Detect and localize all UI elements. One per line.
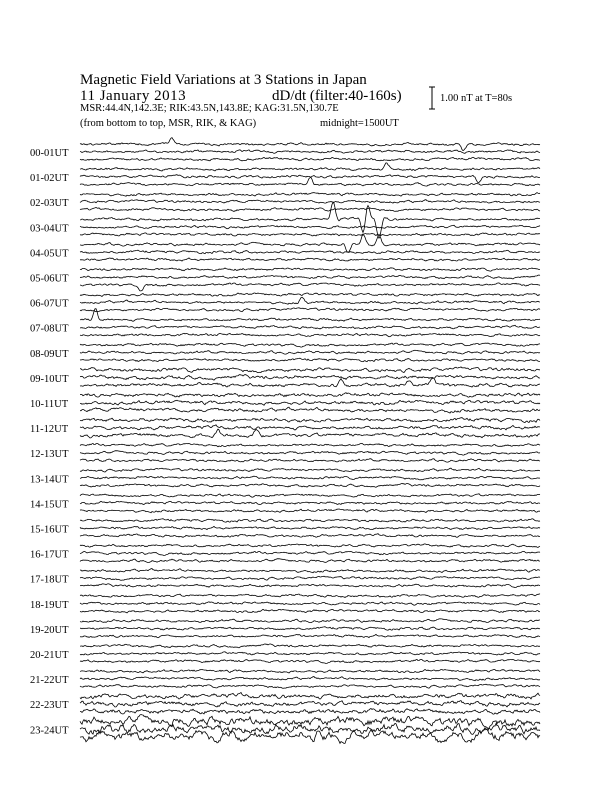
- trace-03-04UT-MSR: [80, 233, 540, 236]
- trace-21-22UT-RIK: [80, 677, 540, 681]
- trace-20-21UT-RIK: [80, 652, 540, 655]
- trace-05-06UT-KAG: [80, 268, 540, 271]
- trace-05-06UT-RIK: [80, 275, 540, 279]
- trace-01-02UT-RIK: [80, 175, 540, 183]
- trace-07-08UT-RIK: [80, 325, 540, 329]
- trace-13-14UT-KAG: [80, 468, 540, 472]
- chart-filter: dD/dt (filter:40-160s): [272, 88, 402, 104]
- trace-10-11UT-KAG: [80, 393, 540, 397]
- chart-title: Magnetic Field Variations at 3 Stations in Japan: [80, 72, 367, 88]
- row-label-18-19UT: 18-19UT: [30, 599, 69, 611]
- trace-14-15UT-KAG: [80, 494, 540, 498]
- trace-10-11UT-MSR: [80, 407, 540, 413]
- trace-16-17UT-RIK: [80, 551, 540, 555]
- row-label-22-23UT: 22-23UT: [30, 700, 69, 712]
- row-label-06-07UT: 06-07UT: [30, 298, 69, 310]
- trace-04-05UT-RIK: [80, 250, 540, 254]
- trace-03-04UT-RIK: [80, 225, 540, 229]
- row-label-07-08UT: 07-08UT: [30, 323, 69, 335]
- row-label-12-13UT: 12-13UT: [30, 449, 69, 461]
- row-label-02-03UT: 02-03UT: [30, 198, 69, 210]
- trace-16-17UT-KAG: [80, 544, 540, 548]
- trace-07-08UT-KAG: [80, 309, 540, 322]
- trace-06-07UT-KAG: [80, 293, 540, 297]
- trace-18-19UT-RIK: [80, 602, 540, 605]
- row-label-10-11UT: 10-11UT: [30, 399, 69, 410]
- row-label-23-24UT: 23-24UT: [30, 725, 69, 737]
- trace-17-18UT-RIK: [80, 576, 540, 580]
- scale-label: 1.00 nT at T=80s: [440, 93, 513, 104]
- trace-14-15UT-RIK: [80, 501, 540, 504]
- trace-22-23UT-KAG: [80, 693, 540, 700]
- row-label-05-06UT: 05-06UT: [30, 273, 69, 285]
- trace-10-11UT-RIK: [80, 400, 540, 405]
- trace-04-05UT-KAG: [80, 234, 540, 252]
- trace-09-10UT-MSR: [80, 378, 540, 387]
- trace-03-04UT-KAG: [80, 202, 540, 238]
- trace-20-21UT-KAG: [80, 644, 540, 648]
- trace-17-18UT-MSR: [80, 584, 540, 588]
- trace-11-12UT-MSR: [80, 429, 540, 438]
- row-label-17-18UT: 17-18UT: [30, 574, 69, 586]
- trace-08-09UT-RIK: [80, 350, 540, 354]
- trace-12-13UT-MSR: [80, 459, 540, 462]
- chart-date: 11 January 2013: [80, 88, 187, 104]
- trace-13-14UT-MSR: [80, 483, 540, 487]
- trace-15-16UT-MSR: [80, 534, 540, 538]
- trace-12-13UT-RIK: [80, 451, 540, 455]
- trace-11-12UT-RIK: [80, 425, 540, 430]
- trace-15-16UT-RIK: [80, 526, 540, 529]
- trace-08-09UT-MSR: [80, 358, 540, 362]
- trace-20-21UT-MSR: [80, 660, 540, 664]
- trace-02-03UT-KAG: [80, 193, 540, 197]
- trace-14-15UT-MSR: [80, 509, 540, 513]
- trace-00-01UT-MSR: [80, 157, 540, 161]
- trace-01-02UT-KAG: [80, 163, 540, 171]
- trace-06-07UT-RIK: [80, 297, 540, 304]
- trace-07-08UT-MSR: [80, 333, 540, 336]
- row-label-01-02UT: 01-02UT: [30, 173, 69, 185]
- trace-04-05UT-MSR: [80, 258, 540, 261]
- station-order-note: (from bottom to top, MSR, RIK, & KAG): [80, 118, 257, 129]
- trace-16-17UT-MSR: [80, 559, 540, 563]
- midnight-note: midnight=1500UT: [320, 118, 399, 129]
- trace-08-09UT-KAG: [80, 343, 540, 347]
- trace-21-22UT-KAG: [80, 669, 540, 673]
- row-label-16-17UT: 16-17UT: [30, 549, 69, 561]
- trace-23-24UT-KAG: [80, 715, 540, 729]
- trace-18-19UT-KAG: [80, 594, 540, 598]
- trace-09-10UT-KAG: [80, 367, 540, 373]
- trace-21-22UT-MSR: [80, 684, 540, 688]
- trace-02-03UT-MSR: [80, 207, 540, 211]
- trace-18-19UT-MSR: [80, 609, 540, 613]
- row-label-03-04UT: 03-04UT: [30, 223, 69, 235]
- station-coordinates: MSR:44.4N,142.3E; RIK:43.5N,143.8E; KAG:31.5N,130.7E: [80, 103, 339, 114]
- trace-11-12UT-KAG: [80, 418, 540, 423]
- trace-19-20UT-MSR: [80, 634, 540, 637]
- trace-13-14UT-RIK: [80, 476, 540, 480]
- trace-22-23UT-MSR: [80, 709, 540, 715]
- trace-22-23UT-RIK: [80, 701, 540, 707]
- trace-06-07UT-MSR: [80, 308, 540, 312]
- row-label-20-21UT: 20-21UT: [30, 650, 69, 661]
- row-label-08-09UT: 08-09UT: [30, 348, 69, 360]
- trace-09-10UT-RIK: [80, 375, 540, 381]
- row-label-13-14UT: 13-14UT: [30, 474, 69, 486]
- row-label-04-05UT: 04-05UT: [30, 248, 69, 260]
- row-label-11-12UT: 11-12UT: [30, 424, 69, 436]
- trace-15-16UT-KAG: [80, 519, 540, 523]
- row-label-09-10UT: 09-10UT: [30, 373, 69, 385]
- trace-19-20UT-KAG: [80, 619, 540, 623]
- trace-12-13UT-KAG: [80, 443, 540, 446]
- trace-01-02UT-MSR: [80, 178, 540, 187]
- row-label-00-01UT: 00-01UT: [30, 148, 69, 159]
- trace-19-20UT-RIK: [80, 627, 540, 631]
- trace-02-03UT-RIK: [80, 200, 540, 203]
- trace-05-06UT-MSR: [80, 283, 540, 291]
- row-label-14-15UT: 14-15UT: [30, 499, 69, 511]
- row-label-19-20UT: 19-20UT: [30, 624, 69, 636]
- trace-00-01UT-RIK: [80, 150, 540, 154]
- trace-00-01UT-KAG: [80, 138, 540, 151]
- trace-17-18UT-KAG: [80, 569, 540, 573]
- row-label-15-16UT: 15-16UT: [30, 524, 69, 536]
- row-label-21-22UT: 21-22UT: [30, 675, 69, 687]
